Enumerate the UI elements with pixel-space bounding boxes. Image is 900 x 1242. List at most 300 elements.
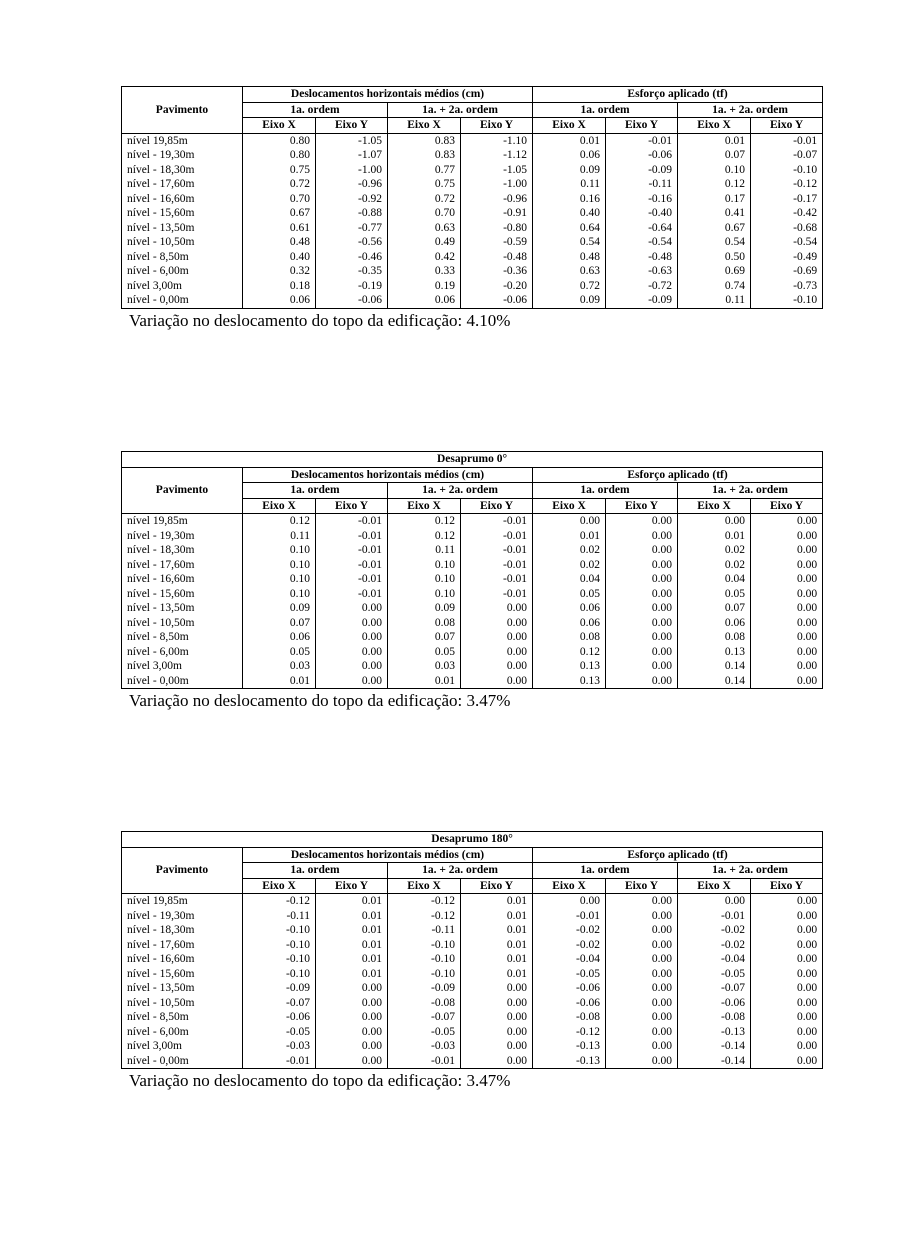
value-cell: -0.73 (751, 279, 823, 294)
value-cell: 0.12 (243, 514, 316, 529)
value-cell: 0.01 (461, 894, 533, 909)
value-cell: -0.04 (678, 952, 751, 967)
value-cell: -0.64 (606, 221, 678, 236)
value-cell: -0.48 (461, 250, 533, 265)
value-cell: 0.00 (606, 967, 678, 982)
value-cell: -0.02 (533, 938, 606, 953)
value-cell: 0.00 (606, 616, 678, 631)
value-cell: 0.02 (533, 558, 606, 573)
value-cell: -0.06 (461, 293, 533, 308)
value-cell: 0.01 (316, 923, 388, 938)
value-cell: 0.00 (606, 938, 678, 953)
value-cell: 0.06 (533, 601, 606, 616)
table-row (122, 133, 823, 148)
value-cell: -0.01 (678, 909, 751, 924)
value-cell: 0.00 (316, 630, 388, 645)
value-cell: -0.09 (243, 981, 316, 996)
value-cell: 0.13 (678, 645, 751, 660)
value-cell: 0.70 (243, 192, 316, 207)
row-label: nível - 19,30m (122, 909, 243, 924)
value-cell: 0.10 (243, 587, 316, 602)
value-cell: -0.63 (606, 264, 678, 279)
value-cell: -0.49 (751, 250, 823, 265)
header-esforco: Esforço aplicado (tf) (533, 467, 823, 483)
value-cell: 0.72 (243, 177, 316, 192)
value-cell: 0.09 (388, 601, 461, 616)
value-cell: 0.67 (678, 221, 751, 236)
value-cell: -0.10 (388, 967, 461, 982)
value-cell: -0.01 (316, 529, 388, 544)
value-cell: 0.01 (533, 529, 606, 544)
value-cell: 0.63 (533, 264, 606, 279)
header-pavimento: Pavimento (122, 467, 243, 514)
value-cell: 0.01 (316, 967, 388, 982)
value-cell: 0.03 (243, 659, 316, 674)
value-cell: 0.17 (678, 192, 751, 207)
value-cell: 0.00 (751, 514, 823, 529)
table-title: Desaprumo 180° (122, 832, 823, 848)
value-cell: 0.83 (388, 133, 461, 148)
value-cell: 0.02 (678, 558, 751, 573)
value-cell: -0.07 (751, 148, 823, 163)
header-ordem12: 1a. + 2a. ordem (388, 483, 533, 499)
value-cell: -0.11 (388, 923, 461, 938)
value-cell: -0.03 (388, 1039, 461, 1054)
value-cell: 0.00 (461, 630, 533, 645)
value-cell: 0.00 (606, 894, 678, 909)
value-cell: 0.12 (678, 177, 751, 192)
header-eixo-y: Eixo Y (751, 498, 823, 514)
value-cell: 0.11 (533, 177, 606, 192)
value-cell: 0.00 (606, 1010, 678, 1025)
value-cell: 0.01 (461, 938, 533, 953)
table-row (122, 264, 823, 279)
row-label: nível - 19,30m (122, 529, 243, 544)
value-cell: 0.50 (678, 250, 751, 265)
value-cell: 0.00 (606, 572, 678, 587)
value-cell: 0.74 (678, 279, 751, 294)
table-row (122, 514, 823, 529)
value-cell: -0.68 (751, 221, 823, 236)
header-eixo-y: Eixo Y (751, 878, 823, 894)
header-eixo-y: Eixo Y (316, 878, 388, 894)
table-row (122, 587, 823, 602)
value-cell: -0.20 (461, 279, 533, 294)
row-label: nível - 6,00m (122, 1025, 243, 1040)
value-cell: 0.08 (533, 630, 606, 645)
top-displacement-note: Variação no deslocamento do topo da edificação: 4.10% (129, 310, 511, 330)
header-eixo-x: Eixo X (678, 118, 751, 134)
value-cell: 0.00 (461, 616, 533, 631)
value-cell: -0.56 (316, 235, 388, 250)
value-cell: 0.69 (678, 264, 751, 279)
value-cell: 0.00 (461, 659, 533, 674)
value-cell: 0.00 (751, 1010, 823, 1025)
header-eixo-x: Eixo X (243, 878, 316, 894)
value-cell: 0.75 (243, 163, 316, 178)
value-cell: -0.40 (606, 206, 678, 221)
value-cell: 0.00 (316, 981, 388, 996)
value-cell: 0.00 (461, 996, 533, 1011)
row-label: nível - 17,60m (122, 558, 243, 573)
table-row (122, 163, 823, 178)
row-label: nível 19,85m (122, 514, 243, 529)
value-cell: 0.11 (388, 543, 461, 558)
header-eixo-y: Eixo Y (751, 118, 823, 134)
value-cell: 0.70 (388, 206, 461, 221)
value-cell: 0.72 (533, 279, 606, 294)
value-cell: -0.10 (243, 952, 316, 967)
value-cell: 0.00 (751, 616, 823, 631)
value-cell: -0.17 (751, 192, 823, 207)
value-cell: 0.07 (678, 601, 751, 616)
table-row (122, 572, 823, 587)
value-cell: 0.04 (678, 572, 751, 587)
value-cell: -0.46 (316, 250, 388, 265)
table-row (122, 148, 823, 163)
value-cell: -0.13 (533, 1039, 606, 1054)
value-cell: -1.10 (461, 133, 533, 148)
value-cell: -0.07 (243, 996, 316, 1011)
row-label: nível - 0,00m (122, 674, 243, 689)
value-cell: 0.12 (388, 529, 461, 544)
value-cell: -0.14 (678, 1039, 751, 1054)
table-row (122, 674, 823, 689)
value-cell: -0.69 (751, 264, 823, 279)
table-row (122, 894, 823, 909)
value-cell: 0.01 (461, 923, 533, 938)
value-cell: -0.01 (243, 1054, 316, 1069)
row-label: nível 3,00m (122, 279, 243, 294)
value-cell: 0.00 (461, 601, 533, 616)
header-deslocamentos: Deslocamentos horizontais médios (cm) (243, 467, 533, 483)
value-cell: 0.00 (606, 981, 678, 996)
value-cell: -1.00 (316, 163, 388, 178)
table-row (122, 558, 823, 573)
value-cell: 0.10 (388, 572, 461, 587)
row-label: nível - 13,50m (122, 221, 243, 236)
value-cell: 0.00 (751, 981, 823, 996)
value-cell: -0.10 (243, 967, 316, 982)
table-row (122, 221, 823, 236)
value-cell: 0.00 (606, 674, 678, 689)
table-row (122, 177, 823, 192)
value-cell: 0.00 (606, 601, 678, 616)
value-cell: 0.00 (751, 645, 823, 660)
value-cell: -0.02 (533, 923, 606, 938)
row-label: nível - 8,50m (122, 250, 243, 265)
value-cell: 0.00 (606, 996, 678, 1011)
value-cell: 0.09 (243, 601, 316, 616)
header-eixo-x: Eixo X (533, 878, 606, 894)
value-cell: 0.01 (388, 674, 461, 689)
table-row (122, 1039, 823, 1054)
header-ordem1: 1a. ordem (243, 863, 388, 879)
value-cell: -0.01 (461, 572, 533, 587)
value-cell: 0.01 (243, 674, 316, 689)
value-cell: -1.00 (461, 177, 533, 192)
value-cell: 0.40 (533, 206, 606, 221)
table-row (122, 967, 823, 982)
value-cell: 0.48 (533, 250, 606, 265)
value-cell: 0.11 (678, 293, 751, 308)
value-cell: 0.06 (533, 148, 606, 163)
value-cell: 0.00 (533, 514, 606, 529)
row-label: nível - 6,00m (122, 264, 243, 279)
value-cell: 0.16 (533, 192, 606, 207)
header-ordem12: 1a. + 2a. ordem (388, 102, 533, 118)
value-cell: 0.10 (243, 558, 316, 573)
value-cell: 0.02 (533, 543, 606, 558)
top-displacement-note: Variação no deslocamento do topo da edificação: 3.47% (129, 691, 511, 710)
value-cell: -0.05 (678, 967, 751, 982)
value-cell: 0.01 (461, 909, 533, 924)
value-cell: 0.00 (461, 645, 533, 660)
value-cell: 0.01 (316, 894, 388, 909)
value-cell: 0.07 (243, 616, 316, 631)
value-cell: 0.00 (316, 601, 388, 616)
value-cell: 0.32 (243, 264, 316, 279)
value-cell: 0.00 (606, 909, 678, 924)
value-cell: 0.10 (388, 558, 461, 573)
header-deslocamentos: Deslocamentos horizontais médios (cm) (243, 847, 533, 863)
value-cell: -1.05 (316, 133, 388, 148)
header-ordem1: 1a. ordem (243, 483, 388, 499)
value-cell: 0.00 (461, 1010, 533, 1025)
value-cell: 0.75 (388, 177, 461, 192)
row-label: nível 19,85m (122, 133, 243, 148)
value-cell: 0.00 (316, 1010, 388, 1025)
value-cell: -0.06 (243, 1010, 316, 1025)
row-label: nível - 15,60m (122, 206, 243, 221)
value-cell: -0.05 (388, 1025, 461, 1040)
value-cell: 0.10 (678, 163, 751, 178)
header-eixo-x: Eixo X (388, 498, 461, 514)
table-row (122, 952, 823, 967)
value-cell: 0.13 (533, 674, 606, 689)
value-cell: 0.00 (606, 1054, 678, 1069)
value-cell: 0.06 (388, 293, 461, 308)
value-cell: -1.07 (316, 148, 388, 163)
row-label: nível 19,85m (122, 894, 243, 909)
value-cell: 0.00 (751, 1054, 823, 1069)
header-ordem1: 1a. ordem (533, 863, 678, 879)
value-cell: 0.00 (606, 543, 678, 558)
value-cell: -0.10 (243, 938, 316, 953)
table-row (122, 279, 823, 294)
header-ordem1: 1a. ordem (533, 483, 678, 499)
value-cell: -0.12 (533, 1025, 606, 1040)
row-label: nível - 6,00m (122, 645, 243, 660)
value-cell: -0.01 (461, 558, 533, 573)
value-cell: 0.83 (388, 148, 461, 163)
table-row (122, 543, 823, 558)
row-label: nível - 17,60m (122, 938, 243, 953)
value-cell: 0.00 (678, 894, 751, 909)
value-cell: -0.08 (678, 1010, 751, 1025)
value-cell: 0.12 (388, 514, 461, 529)
value-cell: 0.00 (751, 587, 823, 602)
header-eixo-y: Eixo Y (606, 118, 678, 134)
header-ordem12: 1a. + 2a. ordem (678, 102, 823, 118)
value-cell: -0.08 (388, 996, 461, 1011)
value-cell: -0.05 (533, 967, 606, 982)
value-cell: 0.05 (388, 645, 461, 660)
value-cell: 0.54 (533, 235, 606, 250)
value-cell: 0.61 (243, 221, 316, 236)
value-cell: -0.92 (316, 192, 388, 207)
header-ordem1: 1a. ordem (533, 102, 678, 118)
table-block-1 (121, 86, 822, 331)
value-cell: 0.00 (606, 529, 678, 544)
value-cell: -0.19 (316, 279, 388, 294)
value-cell: 0.00 (461, 674, 533, 689)
value-cell: 0.00 (606, 558, 678, 573)
value-cell: 0.01 (316, 909, 388, 924)
row-label: nível - 10,50m (122, 235, 243, 250)
value-cell: -0.42 (751, 206, 823, 221)
value-cell: 0.01 (678, 529, 751, 544)
value-cell: -0.12 (243, 894, 316, 909)
header-pavimento: Pavimento (122, 847, 243, 894)
header-deslocamentos: Deslocamentos horizontais médios (cm) (243, 87, 533, 103)
value-cell: 0.00 (606, 587, 678, 602)
value-cell: 0.41 (678, 206, 751, 221)
row-label: nível - 13,50m (122, 601, 243, 616)
value-cell: 0.67 (243, 206, 316, 221)
value-cell: 0.00 (751, 1025, 823, 1040)
value-cell: -0.59 (461, 235, 533, 250)
value-cell: -0.54 (751, 235, 823, 250)
value-cell: -0.35 (316, 264, 388, 279)
value-cell: 0.00 (751, 952, 823, 967)
header-esforco: Esforço aplicado (tf) (533, 87, 823, 103)
value-cell: 0.01 (678, 133, 751, 148)
row-label: nível 3,00m (122, 1039, 243, 1054)
table-row (122, 293, 823, 308)
value-cell: 0.05 (533, 587, 606, 602)
value-cell: 0.00 (678, 514, 751, 529)
value-cell: 0.14 (678, 659, 751, 674)
value-cell: 0.03 (388, 659, 461, 674)
table-row (122, 1010, 823, 1025)
value-cell: 0.00 (751, 938, 823, 953)
value-cell: 0.72 (388, 192, 461, 207)
value-cell: -1.12 (461, 148, 533, 163)
value-cell: -0.05 (243, 1025, 316, 1040)
row-label: nível 3,00m (122, 659, 243, 674)
value-cell: 0.00 (461, 1025, 533, 1040)
value-cell: 0.80 (243, 133, 316, 148)
value-cell: 0.00 (606, 645, 678, 660)
table-row (122, 645, 823, 660)
value-cell: -0.01 (316, 587, 388, 602)
header-eixo-y: Eixo Y (461, 878, 533, 894)
value-cell: 0.01 (461, 967, 533, 982)
row-label: nível - 0,00m (122, 293, 243, 308)
header-ordem12: 1a. + 2a. ordem (388, 863, 533, 879)
value-cell: -0.72 (606, 279, 678, 294)
value-cell: -0.12 (751, 177, 823, 192)
value-cell: -0.01 (461, 514, 533, 529)
value-cell: 0.00 (751, 967, 823, 982)
table-block-2 (121, 451, 822, 711)
header-eixo-y: Eixo Y (461, 118, 533, 134)
value-cell: 0.00 (316, 616, 388, 631)
table-row (122, 909, 823, 924)
table-row (122, 601, 823, 616)
value-cell: -0.01 (316, 572, 388, 587)
header-eixo-y: Eixo Y (606, 878, 678, 894)
value-cell: 0.01 (316, 938, 388, 953)
header-eixo-x: Eixo X (388, 878, 461, 894)
value-cell: -0.01 (316, 514, 388, 529)
value-cell: -0.12 (388, 909, 461, 924)
value-cell: -0.07 (678, 981, 751, 996)
value-cell: 0.00 (751, 1039, 823, 1054)
value-cell: -0.01 (461, 529, 533, 544)
row-label: nível - 16,60m (122, 952, 243, 967)
header-eixo-y: Eixo Y (316, 118, 388, 134)
value-cell: 0.08 (678, 630, 751, 645)
value-cell: 0.00 (316, 674, 388, 689)
value-cell: -0.01 (751, 133, 823, 148)
value-cell: -0.01 (533, 909, 606, 924)
value-cell: -0.11 (243, 909, 316, 924)
value-cell: -0.06 (533, 996, 606, 1011)
value-cell: 0.12 (533, 645, 606, 660)
value-cell: 0.01 (316, 952, 388, 967)
row-label: nível - 10,50m (122, 616, 243, 631)
value-cell: 0.14 (678, 674, 751, 689)
table-row (122, 206, 823, 221)
value-cell: 0.00 (606, 1039, 678, 1054)
value-cell: 0.05 (678, 587, 751, 602)
value-cell: -0.36 (461, 264, 533, 279)
value-cell: 0.00 (316, 1039, 388, 1054)
value-cell: -0.01 (606, 133, 678, 148)
value-cell: 0.54 (678, 235, 751, 250)
row-label: nível - 13,50m (122, 981, 243, 996)
table-row (122, 250, 823, 265)
header-eixo-x: Eixo X (678, 878, 751, 894)
header-eixo-x: Eixo X (533, 118, 606, 134)
value-cell: -0.09 (606, 163, 678, 178)
value-cell: -0.01 (316, 543, 388, 558)
header-ordem12: 1a. + 2a. ordem (678, 863, 823, 879)
value-cell: 0.18 (243, 279, 316, 294)
value-cell: 0.00 (606, 514, 678, 529)
value-cell: 0.00 (751, 674, 823, 689)
value-cell: -0.04 (533, 952, 606, 967)
value-cell: 0.00 (606, 1025, 678, 1040)
header-eixo-x: Eixo X (243, 498, 316, 514)
value-cell: -0.01 (461, 543, 533, 558)
row-label: nível - 16,60m (122, 572, 243, 587)
value-cell: -0.96 (316, 177, 388, 192)
value-cell: -0.10 (751, 163, 823, 178)
value-cell: -0.16 (606, 192, 678, 207)
value-cell: 0.19 (388, 279, 461, 294)
table-block-3 (121, 831, 822, 1091)
value-cell: -0.10 (388, 938, 461, 953)
table-title: Desaprumo 0° (122, 452, 823, 468)
value-cell: 0.00 (316, 1054, 388, 1069)
value-cell: 0.13 (533, 659, 606, 674)
table-row (122, 1054, 823, 1069)
value-cell: -0.07 (388, 1010, 461, 1025)
value-cell: -0.06 (316, 293, 388, 308)
